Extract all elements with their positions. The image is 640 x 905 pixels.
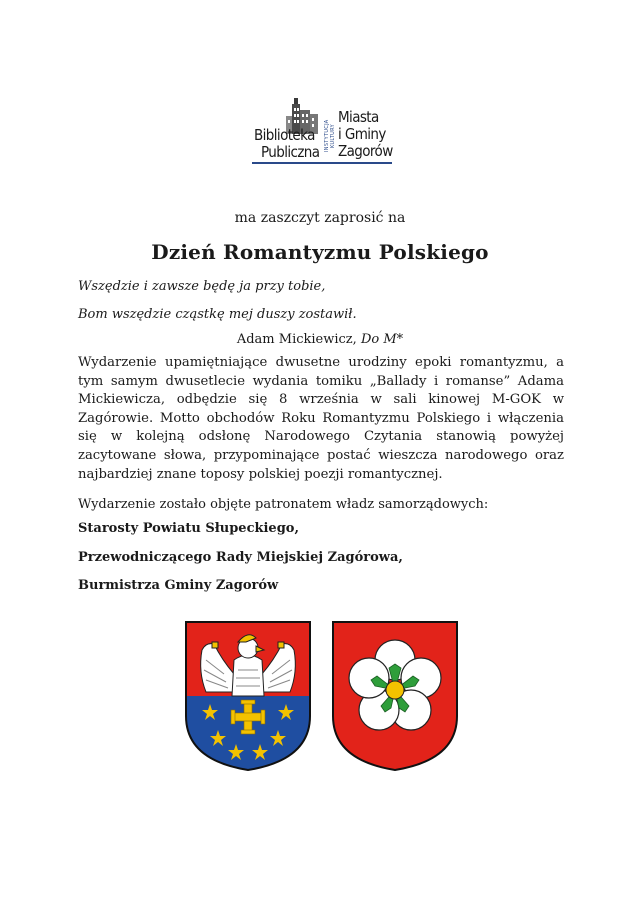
- logo-text-igminy: i Gminy: [338, 125, 386, 143]
- author-name: Adam Mickiewicz,: [236, 332, 357, 347]
- event-title: Dzień Romantyzmu Polskiego: [151, 240, 489, 264]
- author-work: Do M*: [360, 332, 404, 347]
- logo-text-biblioteka: Biblioteka: [254, 126, 315, 144]
- event-description: Wydarzenie upamiętniające dwusetne urodziny epoki romantyzmu, a tym samym dwusetlecie wydania tomiku „Ballady i romanse” Adama Mickiewicza, odbędzie się 8 września w sali kinowej M-GOK w Zagórowie. Motto obchodów Roku Romantyzmu Polskiego i włączenia się w kolejną odsłonę Narodowego Czytania stanowią powyżej zacytowane słowa, przypominające postać wieszcza narodowego oraz najbardziej znane toposy polskiej poezji romantycznej.: [78, 355, 564, 482]
- logo-text-miasta: Miasta: [338, 108, 379, 126]
- slupca-county-coat-of-arms: [184, 620, 312, 772]
- patron-item: Starosty Powiatu Słupeckiego,: [78, 521, 299, 536]
- zagorow-coat-of-arms: [331, 620, 459, 772]
- quote-line-2: Bom wszędzie cząstkę mej duszy zostawił.: [78, 307, 357, 322]
- quote-line-1: Wszędzie i zawsze będę ja przy tobie,: [78, 279, 326, 294]
- patronage-intro: Wydarzenie zostało objęte patronatem władz samorządowych:: [78, 497, 489, 512]
- logo-text-publiczna: Publiczna: [261, 143, 320, 161]
- library-logo: [252, 96, 402, 170]
- patron-item: Burmistrza Gminy Zagorów: [78, 578, 279, 593]
- logo-text-zagorow: Zagorów: [338, 142, 393, 160]
- invite-line: ma zaszczyt zaprosić na: [234, 210, 406, 226]
- quote-author: [0, 332, 640, 347]
- logo-underline: [252, 162, 392, 164]
- logo-vertical-text: INSTYTUCJA KULTURY: [324, 119, 336, 153]
- patron-item: Przewodniczącego Rady Miejskiej Zagórowa,: [78, 550, 403, 565]
